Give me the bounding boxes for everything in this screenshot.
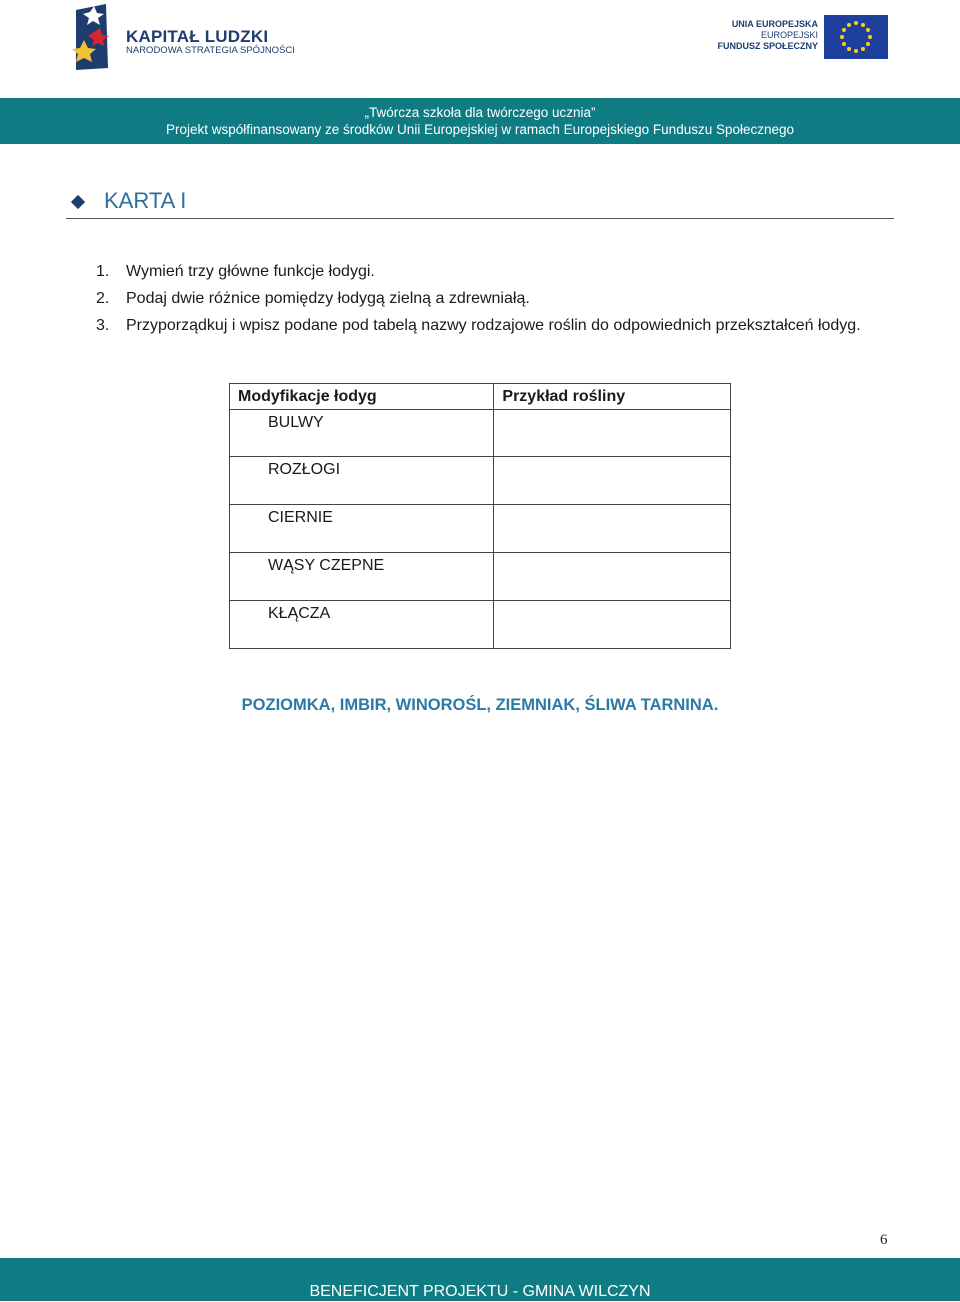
eu-logo-line3: FUNDUSZ SPOŁECZNY xyxy=(717,41,818,51)
kapital-ludzki-emblem-icon xyxy=(66,2,122,72)
footer-text: BENEFICJENT PROJEKTU - GMINA WILCZYN xyxy=(309,1283,651,1300)
table-row xyxy=(230,505,731,553)
task-item xyxy=(96,285,896,312)
task-number: 3. xyxy=(96,317,110,334)
task-list xyxy=(96,258,896,339)
footer-band xyxy=(0,1258,960,1301)
modification-cell: BULWY xyxy=(230,410,494,457)
page-number: 6 xyxy=(880,1232,888,1248)
project-header-band xyxy=(0,98,960,144)
stem-modifications-table xyxy=(229,383,731,649)
answer-cell[interactable] xyxy=(494,601,731,649)
task-text: Wymień trzy główne funkcje łodygi. xyxy=(126,263,375,280)
answer-cell[interactable] xyxy=(494,410,731,457)
task-number: 2. xyxy=(96,290,110,307)
project-funding-note: Projekt współfinansowany ze środków Unii Europejskiej w ramach Europejskiego Funduszu Społecznego xyxy=(165,122,795,137)
eu-logo-line2: EUROPEJSKI xyxy=(760,30,818,40)
table-row xyxy=(230,553,731,601)
modification-cell: ROZŁOGI xyxy=(230,457,494,505)
section-title: KARTA I xyxy=(104,188,187,213)
kapital-ludzki-subtitle: NARODOWA STRATEGIA SPÓJNOŚCI xyxy=(126,45,295,56)
table-row xyxy=(230,457,731,505)
answer-cell[interactable] xyxy=(494,457,731,505)
table-row xyxy=(230,410,731,457)
modification-cell: CIERNIE xyxy=(230,505,494,553)
modification-cell: KŁĄCZA xyxy=(230,601,494,649)
project-motto: „Twórcza szkoła dla twórczego ucznia” xyxy=(364,105,596,120)
task-item xyxy=(96,258,896,285)
column-header-modifications: Modyfikacje łodyg xyxy=(230,384,494,410)
task-text: Przyporządkuj i wpisz podane pod tabelą nazwy rodzajowe roślin do odpowiednich przekształceń łodyg. xyxy=(126,317,861,334)
task-text: Podaj dwie różnice pomiędzy łodygą zielną a zdrewniałą. xyxy=(126,290,530,307)
eu-logo-line1: UNIA EUROPEJSKA xyxy=(731,19,818,29)
eu-flag-icon xyxy=(824,15,888,59)
kapital-ludzki-logo xyxy=(66,2,295,72)
modification-cell: WĄSY CZEPNE xyxy=(230,553,494,601)
eu-logo-text xyxy=(717,19,818,52)
column-header-plant-example: Przykład rośliny xyxy=(494,384,731,410)
plant-names-list: POZIOMKA, IMBIR, WINOROŚL, ZIEMNIAK, ŚLIWA TARNINA. xyxy=(241,696,719,714)
kapital-ludzki-title: KAPITAŁ LUDZKI xyxy=(126,27,269,46)
task-item xyxy=(96,312,896,339)
answer-cell[interactable] xyxy=(494,505,731,553)
table-header-row xyxy=(230,384,731,410)
answer-cell[interactable] xyxy=(494,553,731,601)
table-row xyxy=(230,601,731,649)
section-heading xyxy=(66,184,894,219)
task-number: 1. xyxy=(96,263,110,280)
eu-logo xyxy=(717,14,892,62)
diamond-bullet-icon xyxy=(71,195,85,209)
